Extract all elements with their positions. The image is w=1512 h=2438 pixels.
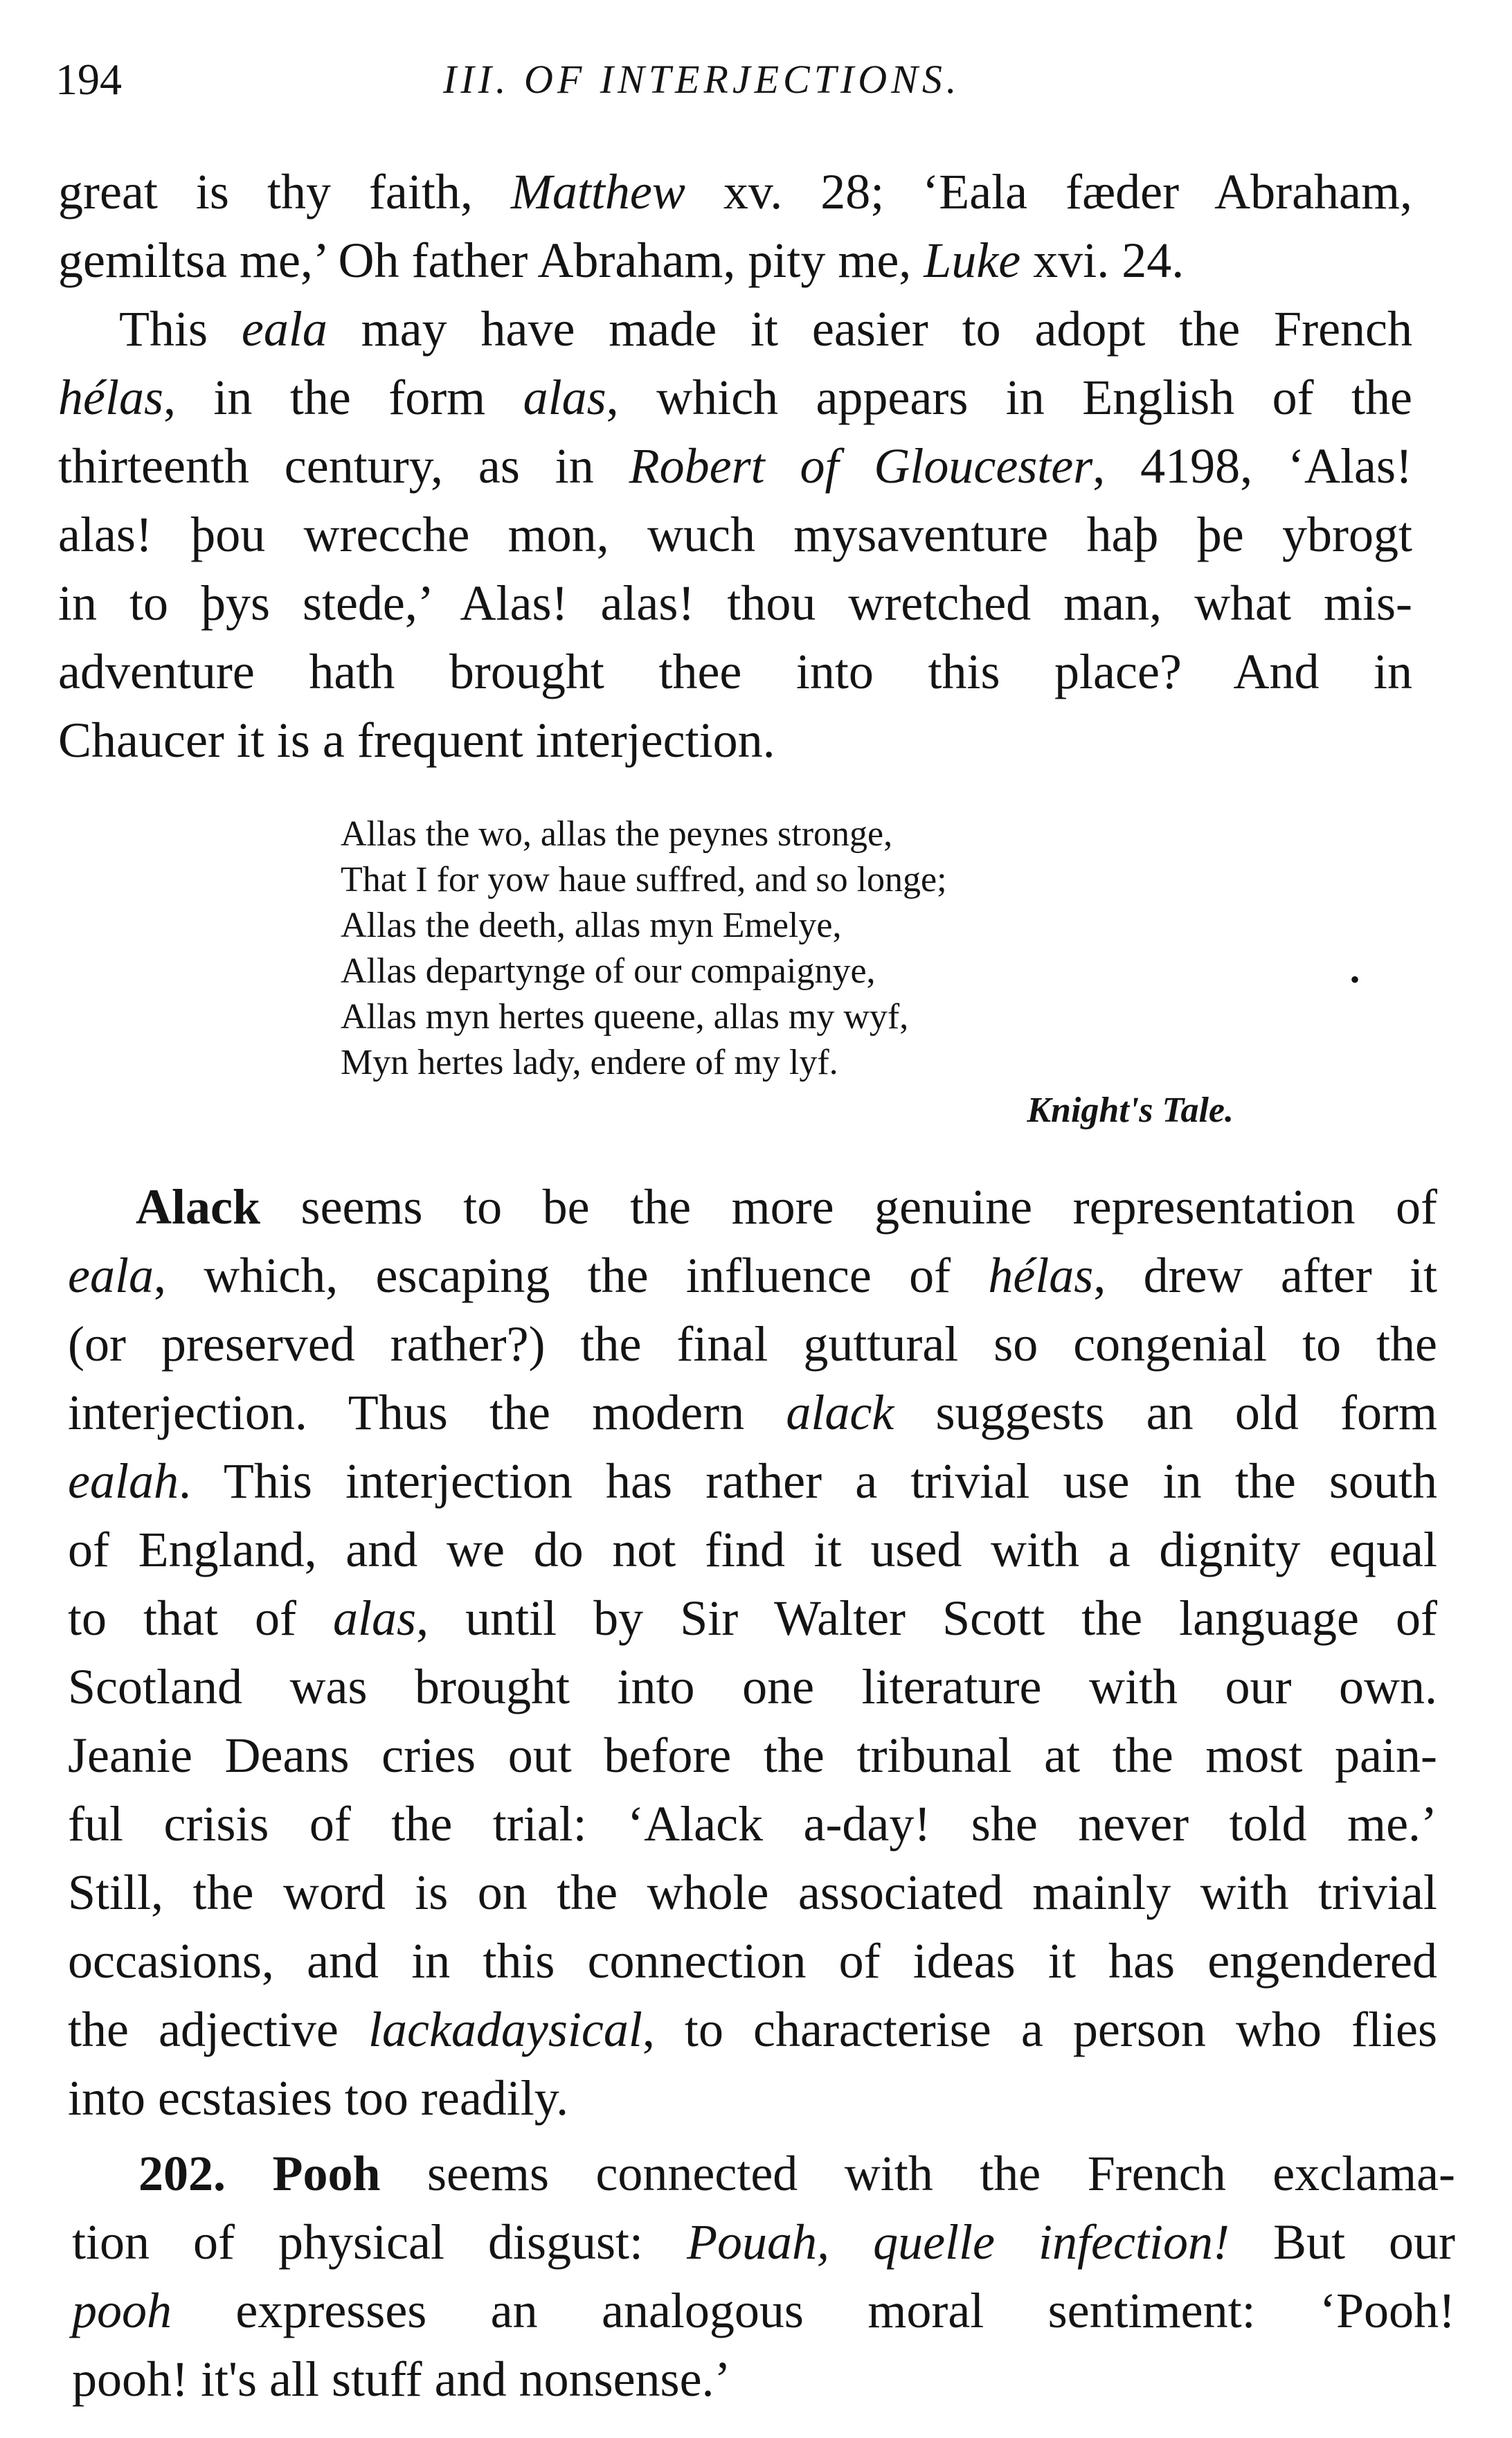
text-run: xvi. 24. [1020,233,1185,288]
text-line [58,364,1412,432]
verse-line: Allas myn hertes queene, allas my wyf, [341,997,909,1037]
text-run: , 4198, ‘Alas! [1092,438,1412,494]
text-line [68,1447,1437,1516]
text-line: Jeanie Deans cries out before the tribunal at the most pain- [68,1728,1437,1783]
verse-line: Allas departynge of our compaignye, [341,951,876,991]
term-alas: alas [333,1590,417,1646]
text-run: . This interjection has rather a trivial use in the south [178,1453,1437,1509]
term-ealah: ealah [68,1453,179,1509]
text-line: in to þys stede,’ Alas! alas! thou wretched man, what mis- [58,575,1412,631]
paragraph-alack [68,1173,1437,2133]
verse-line: Allas the deeth, allas myn Emelye, [341,906,842,945]
text-line [68,1379,1437,1447]
text-line: Scotland was brought into one literature with our own. [68,1659,1437,1714]
text-line: Still, the word is on the whole associated mainly with trivial [68,1865,1437,1920]
headword-alack: Alack [136,1179,260,1235]
term-pooh: pooh [72,2283,172,2338]
paragraph-eala [58,295,1412,775]
text-run: , which, escaping the influence of [153,1248,989,1303]
text-line: of England, and we do not find it used with a dignity equal [68,1522,1437,1577]
text-line: adventure hath brought thee into this place? And in [58,644,1412,699]
paragraph-202-pooh [72,2140,1455,2414]
text-line: alas! þou wrecche mon, wuch mysaventure haþ þe ybrogt [58,507,1412,562]
text-line [72,2277,1455,2345]
page-number: 194 [55,55,122,104]
text-run: seems to be the more genuine representation of [260,1179,1437,1235]
citation-robert-of-gloucester: Robert of Gloucester [629,438,1093,494]
text-run: , drew after it [1093,1248,1437,1303]
french-quote: Pouah, quelle infection! [687,2214,1230,2270]
text-run: seems connected with the French exclama- [380,2146,1456,2201]
text-line: Chaucer it is a frequent interjection. [58,712,775,768]
headword-pooh: Pooh [226,2146,381,2201]
text-line: (or preserved rather?) the final guttural so congenial to the [68,1316,1437,1372]
text-line: occasions, and in this connection of ideas it has engendered [68,1933,1437,1989]
text-run: But our [1229,2214,1455,2270]
term-lackadaysical: lackadaysical [368,2002,642,2057]
page-header [55,48,1468,111]
text-run: to that of [68,1590,334,1646]
text-run: , until by Sir Walter Scott the language of [416,1590,1437,1646]
text-line [58,432,1412,501]
text-run: interjection. Thus the modern [68,1385,786,1440]
running-head: III. OF INTERJECTIONS. [443,57,961,102]
text-line [68,1584,1437,1653]
verse-line: That I for yow haue suffred, and so longe; [341,860,947,899]
text-run: , in the form [163,370,523,425]
term-eala: eala [68,1248,154,1303]
text-run: xv. 28; ‘Eala fæder Abraham, [685,164,1412,219]
text-run: expresses an analogous moral sentiment: ‘Pooh! [172,2283,1455,2338]
verse-attribution: Knight's Tale. [1027,1091,1234,1130]
text-line: ful crisis of the trial: ‘Alack a-day! she never told me.’ [68,1796,1437,1852]
text-line [58,295,1412,364]
term-helas: hélas [988,1248,1094,1303]
text-line [58,226,1412,295]
text-line [58,158,1412,226]
term-alack: alack [786,1385,894,1440]
text-line [68,1173,1437,1242]
paragraph-continuation [58,158,1412,295]
text-line [68,1242,1437,1310]
text-run: This [119,301,242,357]
term-helas: hélas [58,370,163,425]
text-run: the adjective [68,2002,368,2057]
section-number: 202. [138,2146,226,2201]
text-line [72,2208,1455,2277]
text-line [72,2140,1455,2208]
text-run: gemiltsa me,’ Oh father Abraham, pity me, [58,233,924,288]
text-run: suggests an old form [894,1385,1438,1440]
text-line: pooh! it's all stuff and nonsense.’ [72,2351,731,2407]
term-alas: alas [523,370,606,425]
text-run: , which appears in English of the [606,370,1412,425]
term-eala: eala [241,301,327,357]
stray-ink-mark: • [1350,964,1360,995]
text-line [68,1996,1437,2064]
text-run: great is thy faith, [58,164,511,219]
text-run: thirteenth century, as in [58,438,629,494]
verse-line: Myn hertes lady, endere of my lyf. [341,1043,838,1082]
citation-matthew: Matthew [510,164,685,219]
text-run: may have made it easier to adopt the French [327,301,1412,357]
verse-quotation [341,812,1344,1136]
text-line: into ecstasies too readily. [68,2070,569,2126]
citation-luke: Luke [924,233,1021,288]
verse-line: Allas the wo, allas the peynes stronge, [341,814,893,854]
text-run: tion of physical disgust: [72,2214,687,2270]
text-run: , to characterise a person who flies [642,2002,1437,2057]
